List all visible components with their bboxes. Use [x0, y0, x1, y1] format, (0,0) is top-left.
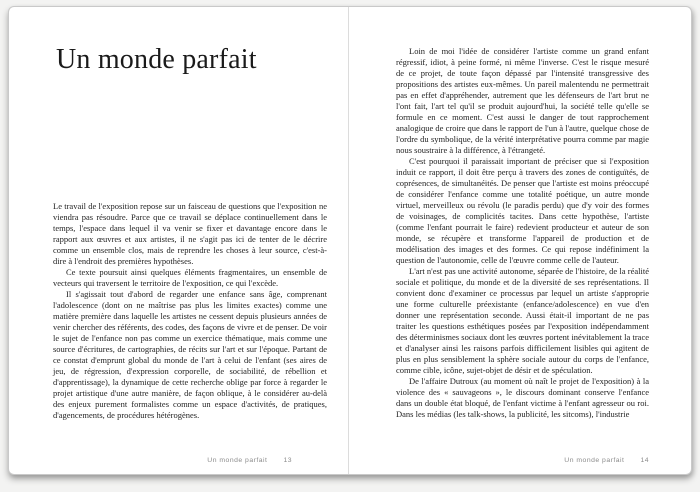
book-spread: [8, 6, 692, 475]
running-title: Un monde parfait: [564, 457, 625, 464]
paragraph: C'est pourquoi il paraissait important de préciser que si l'exposition induit ce rapport, il doit être perçu à travers des zones de contiguïtés, de coprésences, de simultanéités. De penser que l'artiste est moins préoccupé de considérer l'enfance comme une totalité poétique, un autre monde virtuel, merveilleux ou révolu (le paradis perdu) que d'y voir des formes de voisinages, de complicités tacites. Dans cette hypothèse, l'artiste (comme l'enfant pourrait le faire) redevient producteur et auteur de son monde, se récupère et transforme l'appareil de production et de modélisation des images et des formes. Ce qui repose indéfiniment la question de l'autonomie, celle de l'œuvre comme celle de l'auteur.: [396, 156, 649, 265]
page-right-footer: [564, 457, 649, 464]
page-number: 14: [640, 457, 649, 464]
paragraph: De l'affaire Dutroux (au moment où naît le projet de l'exposition) à la violence des « sauvageons », le discours dominant conserve l'enfance dans un double état bloqué, de l'enfant victime à l'enfant agresseur ou roi. Dans les médias (les talk-shows, la publicité, les sitcoms), l'industrie: [396, 376, 649, 419]
page-left-footer: [207, 457, 292, 464]
page-left-text-column: [53, 201, 327, 421]
chapter-title: Un monde parfait: [56, 44, 257, 75]
running-title: Un monde parfait: [207, 457, 268, 464]
page-number: 13: [283, 457, 292, 464]
paragraph: L'art n'est pas une activité autonome, séparée de l'histoire, de la réalité sociale et politique, du monde et de la diversité de ses représentations. Il convient donc d'examiner ce processus par lequel un artiste s'approprie une forme culturelle préexistante (enfance/adolescence) en vue d'en donner une représentation seconde. Aussi était-il important de ne pas traiter les questions esthétiques posées par l'exposition indépendamment des déterminismes sociaux dont les œuvres portent inévitablement la trace et d'analyser ainsi les raisons parfois difficilement lisibles qui agitent de plus en plus sensiblement la sphère sociale autour du corps de l'enfance, comme cible, icône, sujet-objet de désir et de spéculation.: [396, 266, 649, 375]
paragraph: Le travail de l'exposition repose sur un faisceau de questions que l'exposition ne viendra pas résoudre. Parce que ce travail se déplace continuellement dans le temps, l'espace dans lequel il va venir se fixer et davantage encore dans le rapport aux œuvres et aux artistes, il ne s'agit pas ici de tenter de le décrire comme un ensemble clos, mais de reprendre les choses à leur source, c'est-à-dire à l'endroit des premières hypothèses.: [53, 201, 327, 266]
page-gutter-divider: [348, 7, 349, 474]
paragraph: Il s'agissait tout d'abord de regarder une enfance sans âge, comprenant l'adolescence (dont on ne maîtrise pas plus les limites exactes) comme une matière première dans laquelle les artistes ne cessent depuis plusieurs années de venir chercher des référents, des codes, des façons de vivre et de penser. De voir le sujet de l'enfance non pas comme un exercice thématique, mais comme une source d'écritures, de cartographies, de récits sur l'art et sur l'époque. Partant de ce constat d'emprunt global du monde de l'art à celui de l'enfant (ses aires de jeu, de régression, d'expression corporelle, de sociabilité, de rébellion et d'apprentissage), la dynamique de cette recherche oblige par force à regarder le projet artistique d'une autre manière, de façon oblique, à le considérer au-delà des enjeux purement formalistes comme un espace d'activités, de pratiques, d'agencements, de procédures hétérogènes.: [53, 289, 327, 420]
page-right-text-column: [396, 46, 649, 420]
paragraph: Loin de moi l'idée de considérer l'artiste comme un grand enfant régressif, idiot, à peine formé, ni même l'inverse. C'est le risque mesuré de ce projet, de toute façon dépassé par l'intensité transgressive des propositions des artistes eux-mêmes. Un pareil malentendu ne permettrait pas en effet d'appréhender, autrement que les défenseurs de l'art brut ne l'ont fait, l'art tel qu'il se produit aujourd'hui, la société telle qu'elle se formule en ce moment. C'est aussi le danger de tout rapprochement analogique de croire que dans le rapport de l'un à l'autre, quelque chose de l'ordre du symbolique, de la vérité interprétative pourra comme par magie nous soustraire à la différence, à l'étrangeté.: [396, 46, 649, 155]
paragraph: Ce texte poursuit ainsi quelques éléments fragmentaires, un ensemble de vecteurs qui traversent le territoire de l'exposition, ce qui l'excède.: [53, 267, 327, 288]
